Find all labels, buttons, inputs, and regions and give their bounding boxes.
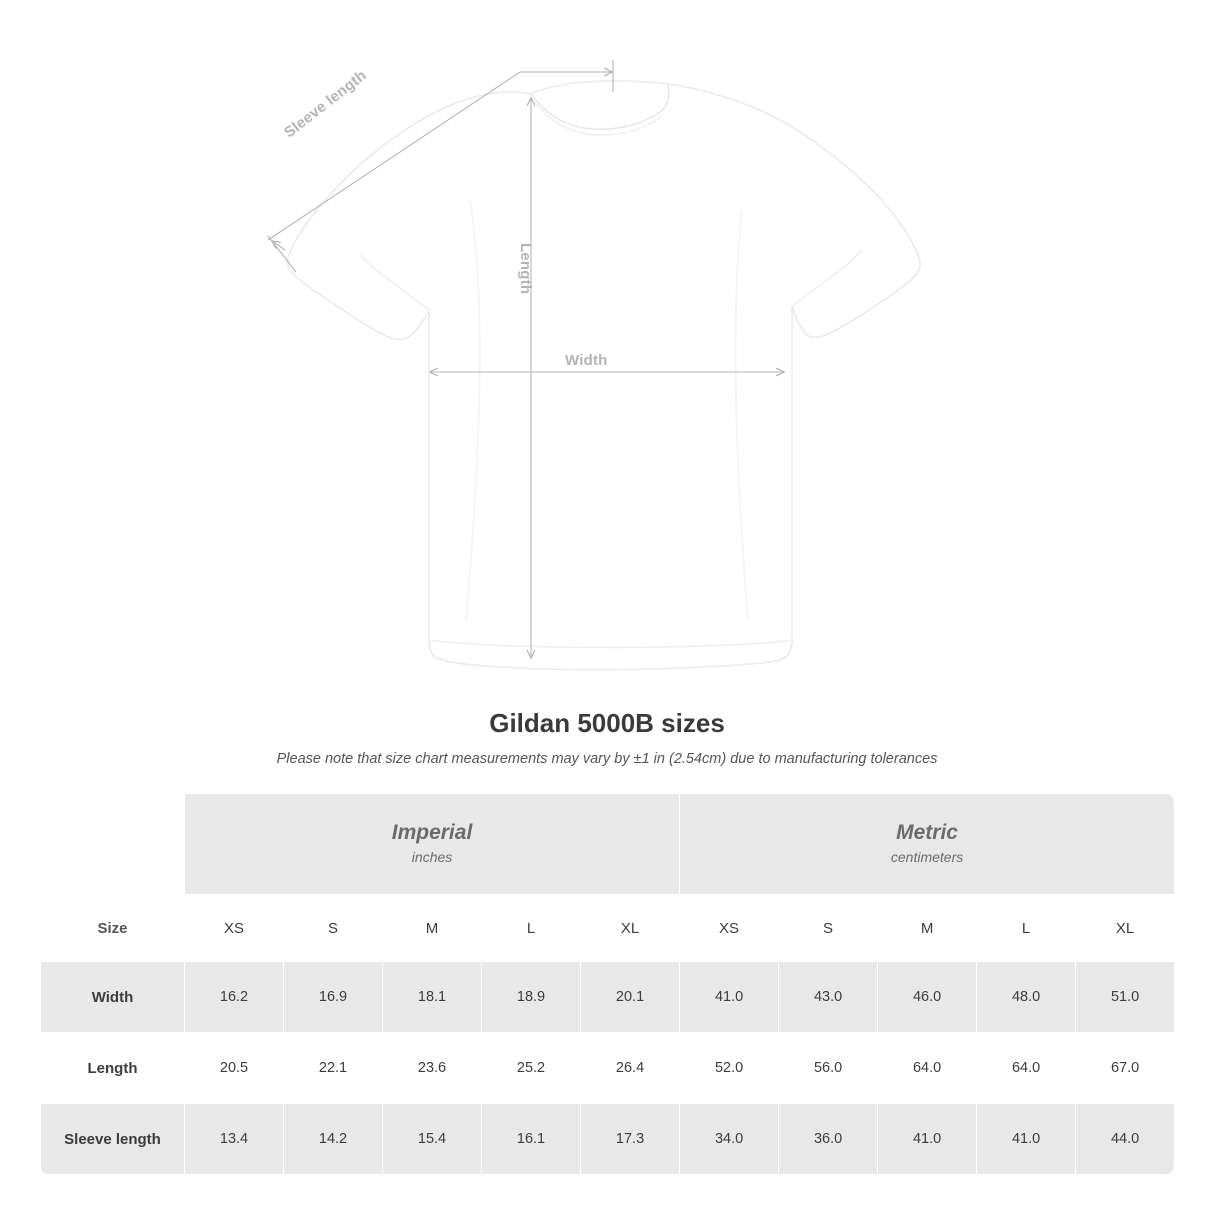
sleeve-length-label: Sleeve length bbox=[281, 66, 370, 142]
cell-sleeve-2: 15.4 bbox=[383, 1104, 482, 1175]
header-col-4: XL bbox=[581, 895, 680, 962]
cell-sleeve-6: 36.0 bbox=[779, 1104, 878, 1175]
cell-width-8: 48.0 bbox=[977, 962, 1076, 1033]
cell-length-1: 22.1 bbox=[284, 1033, 383, 1104]
size-table-wrapper bbox=[40, 793, 1174, 1175]
table-row bbox=[41, 1033, 1175, 1104]
cell-length-6: 56.0 bbox=[779, 1033, 878, 1104]
cell-sleeve-0: 13.4 bbox=[185, 1104, 284, 1175]
length-label: Length bbox=[517, 243, 534, 295]
cell-sleeve-1: 14.2 bbox=[284, 1104, 383, 1175]
tshirt-shape bbox=[288, 81, 921, 670]
table-row bbox=[41, 962, 1175, 1033]
unit-group-imperial-unit: inches bbox=[411, 848, 453, 865]
header-col-3: L bbox=[482, 895, 581, 962]
cell-length-7: 64.0 bbox=[878, 1033, 977, 1104]
row-label-length: Length bbox=[41, 1033, 185, 1104]
cell-length-0: 20.5 bbox=[185, 1033, 284, 1104]
unit-group-imperial bbox=[185, 794, 680, 895]
cell-width-9: 51.0 bbox=[1076, 962, 1174, 1033]
header-col-0: XS bbox=[185, 895, 284, 962]
row-label-width: Width bbox=[41, 962, 185, 1033]
cell-length-3: 25.2 bbox=[482, 1033, 581, 1104]
cell-length-5: 52.0 bbox=[680, 1033, 779, 1104]
cell-width-3: 18.9 bbox=[482, 962, 581, 1033]
cell-width-7: 46.0 bbox=[878, 962, 977, 1033]
cell-sleeve-4: 17.3 bbox=[581, 1104, 680, 1175]
unit-group-metric-unit: centimeters bbox=[890, 848, 964, 865]
table-corner-cell bbox=[41, 794, 185, 895]
unit-group-row bbox=[41, 794, 1175, 895]
header-size-label: Size bbox=[41, 895, 185, 962]
tolerance-note: Please note that size chart measurements may vary by ±1 in (2.54cm) due to manufacturing tolerances bbox=[276, 751, 938, 767]
size-table bbox=[40, 793, 1174, 1175]
width-label: Width bbox=[565, 352, 608, 369]
cell-sleeve-9: 44.0 bbox=[1076, 1104, 1174, 1175]
cell-width-4: 20.1 bbox=[581, 962, 680, 1033]
cell-width-6: 43.0 bbox=[779, 962, 878, 1033]
page-title: Gildan 5000B sizes bbox=[489, 708, 725, 738]
table-header-row bbox=[41, 895, 1175, 962]
header-col-2: M bbox=[383, 895, 482, 962]
row-label-sleeve-length: Sleeve length bbox=[41, 1104, 185, 1175]
cell-width-2: 18.1 bbox=[383, 962, 482, 1033]
cell-sleeve-5: 34.0 bbox=[680, 1104, 779, 1175]
cell-sleeve-7: 41.0 bbox=[878, 1104, 977, 1175]
unit-group-metric-name: Metric bbox=[896, 820, 958, 844]
cell-sleeve-3: 16.1 bbox=[482, 1104, 581, 1175]
cell-width-0: 16.2 bbox=[185, 962, 284, 1033]
cell-length-8: 64.0 bbox=[977, 1033, 1076, 1104]
cell-length-2: 23.6 bbox=[383, 1033, 482, 1104]
header-col-1: S bbox=[284, 895, 383, 962]
header-col-9: XL bbox=[1076, 895, 1174, 962]
cell-sleeve-8: 41.0 bbox=[977, 1104, 1076, 1175]
header-col-6: S bbox=[779, 895, 878, 962]
unit-group-metric bbox=[680, 794, 1174, 895]
table-row bbox=[41, 1104, 1175, 1175]
cell-width-5: 41.0 bbox=[680, 962, 779, 1033]
header-col-7: M bbox=[878, 895, 977, 962]
cell-width-1: 16.9 bbox=[284, 962, 383, 1033]
cell-length-4: 26.4 bbox=[581, 1033, 680, 1104]
unit-group-imperial-name: Imperial bbox=[391, 820, 473, 844]
header-col-8: L bbox=[977, 895, 1076, 962]
cell-length-9: 67.0 bbox=[1076, 1033, 1174, 1104]
title-block bbox=[0, 708, 1214, 767]
header-col-5: XS bbox=[680, 895, 779, 962]
